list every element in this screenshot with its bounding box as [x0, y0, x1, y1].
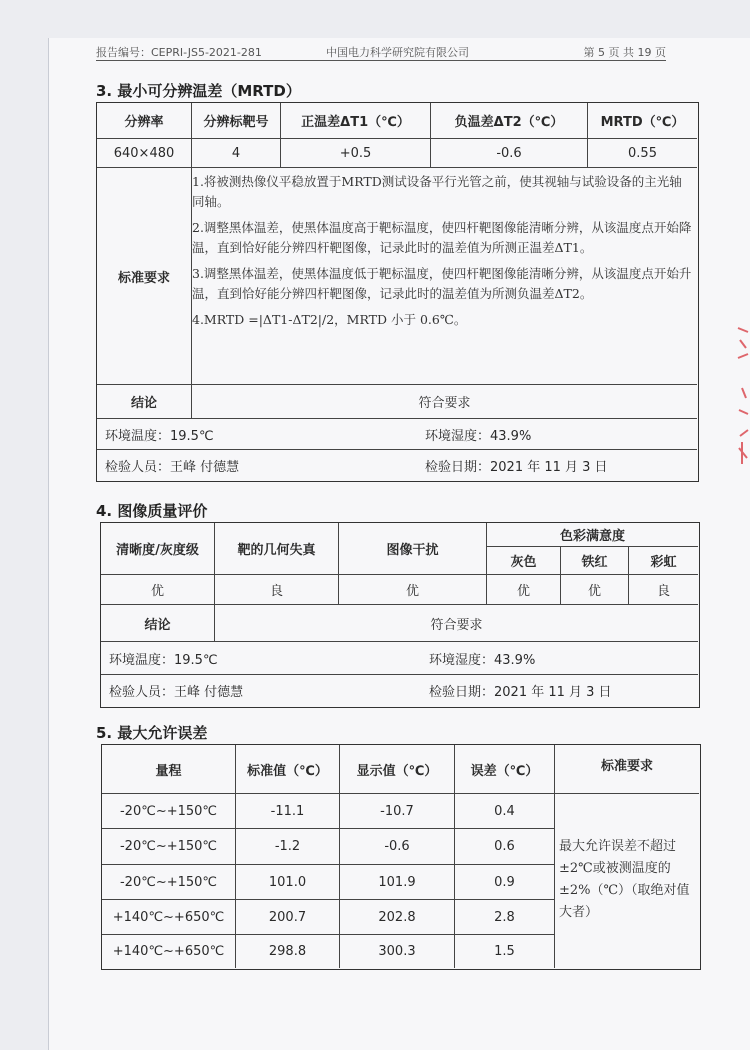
th-mrtd: MRTD（℃）	[588, 103, 697, 139]
cell-interference: 优	[339, 575, 487, 605]
th-geometry: 靶的几何失真	[215, 523, 339, 575]
section-4-title: 4. 图像质量评价	[96, 502, 208, 520]
row5-display: 300.3	[340, 935, 455, 968]
th-rainbow: 彩虹	[629, 547, 698, 575]
row2-display: -0.6	[340, 829, 455, 865]
th-resolution: 分辨率	[97, 103, 192, 139]
row3-range: -20℃~+150℃	[102, 865, 236, 900]
req-text	[192, 172, 692, 336]
req-item: 4.MRTD =|ΔT1-ΔT2|/2，MRTD 小于 0.6℃。	[192, 312, 467, 327]
report-number: 报告编号：CEPRI-JS5-2021-281	[96, 46, 262, 59]
th-display: 显示值（℃）	[340, 745, 455, 794]
env-humidity: 环境湿度：43.9%	[421, 642, 698, 675]
th-clarity: 清晰度/灰度级	[101, 523, 215, 575]
inspectors: 检验人员：王峰 付德慧	[105, 459, 240, 475]
cell-dt2: -0.6	[431, 139, 588, 168]
cell-mrtd: 0.55	[588, 139, 697, 168]
error-requirement-text: 最大允许误差不超过±2℃或被测温度的±2%（℃）（取绝对值大者）	[559, 839, 690, 920]
th-range: 量程	[102, 745, 236, 794]
row4-standard: 200.7	[236, 900, 340, 935]
row1-standard: -11.1	[236, 794, 340, 829]
th-requirement: 标准要求	[555, 745, 699, 794]
row3-standard: 101.0	[236, 865, 340, 900]
row2-range: -20℃~+150℃	[102, 829, 236, 865]
th-color: 色彩满意度	[487, 523, 698, 547]
th-dt2: 负温差ΔT2（℃）	[431, 103, 588, 139]
inspection-date: 检验日期：2021 年 11 月 3 日	[429, 685, 612, 700]
row5-standard: 298.8	[236, 935, 340, 968]
section-3-title: 3. 最小可分辨温差（MRTD）	[96, 82, 301, 100]
row4-error: 2.8	[455, 900, 555, 935]
row4-display: 202.8	[340, 900, 455, 935]
page-number: 第 5 页 共 19 页	[583, 46, 666, 59]
concl-label: 结论	[97, 385, 192, 419]
row1-display: -10.7	[340, 794, 455, 829]
cell-resolution: 640×480	[97, 139, 192, 168]
req-label: 标准要求	[97, 168, 192, 385]
req-item: 3.调整黑体温差，使黑体温度低于靶标温度，使四杆靶图像能清晰分辨，从该温度点开始升温，直到恰好能分辨四杆靶图像，记录此时的温差值为所测负温差ΔT2。	[192, 266, 692, 301]
row4-range: +140℃~+650℃	[102, 900, 236, 935]
concl-label: 结论	[101, 605, 215, 642]
row5-error: 1.5	[455, 935, 555, 968]
cell-rainbow: 良	[629, 575, 698, 605]
cell-iron: 优	[561, 575, 629, 605]
cell-clarity: 优	[101, 575, 215, 605]
cell-dt1: +0.5	[281, 139, 431, 168]
env-humidity: 环境湿度：43.9%	[417, 419, 697, 450]
row1-range: -20℃~+150℃	[102, 794, 236, 829]
inspection-date: 检验日期：2021 年 11 月 3 日	[425, 459, 608, 475]
th-error: 误差（℃）	[455, 745, 555, 794]
req-item: 2.调整黑体温差，使黑体温度高于靶标温度，使四杆靶图像能清晰分辨，从该温度点开始降温，直到恰好能分辨四杆靶图像，记录此时的温差值为所测正温差ΔT1。	[192, 220, 692, 255]
cell-target: 4	[192, 139, 281, 168]
cell-gray: 优	[487, 575, 561, 605]
row1-error: 0.4	[455, 794, 555, 829]
page-header	[96, 40, 666, 61]
th-dt1: 正温差ΔT1（℃）	[281, 103, 431, 139]
row3-display: 101.9	[340, 865, 455, 900]
th-iron: 铁红	[561, 547, 629, 575]
row5-range: +140℃~+650℃	[102, 935, 236, 968]
th-target: 分辨标靶号	[192, 103, 281, 139]
req-item: 1.将被测热像仪平稳放置于MRTD测试设备平行光管之前，使其视轴与试验设备的主光轴同轴。	[192, 174, 682, 209]
row2-error: 0.6	[455, 829, 555, 865]
cell-geometry: 良	[215, 575, 339, 605]
inspectors: 检验人员：王峰 付德慧	[109, 685, 244, 700]
row3-error: 0.9	[455, 865, 555, 900]
concl-value: 符合要求	[192, 385, 697, 419]
seal-stamp-fragment	[736, 318, 750, 468]
th-gray: 灰色	[487, 547, 561, 575]
th-interference: 图像干扰	[339, 523, 487, 575]
env-temp: 环境温度：19.5℃	[101, 642, 421, 675]
th-standard: 标准值（℃）	[236, 745, 340, 794]
concl-value: 符合要求	[215, 605, 698, 642]
row2-standard: -1.2	[236, 829, 340, 865]
company-name: 中国电力科学研究院有限公司	[326, 46, 469, 59]
env-temp: 环境温度：19.5℃	[97, 419, 417, 450]
section-5-title: 5. 最大允许误差	[96, 724, 208, 742]
image-quality-table	[100, 522, 700, 708]
